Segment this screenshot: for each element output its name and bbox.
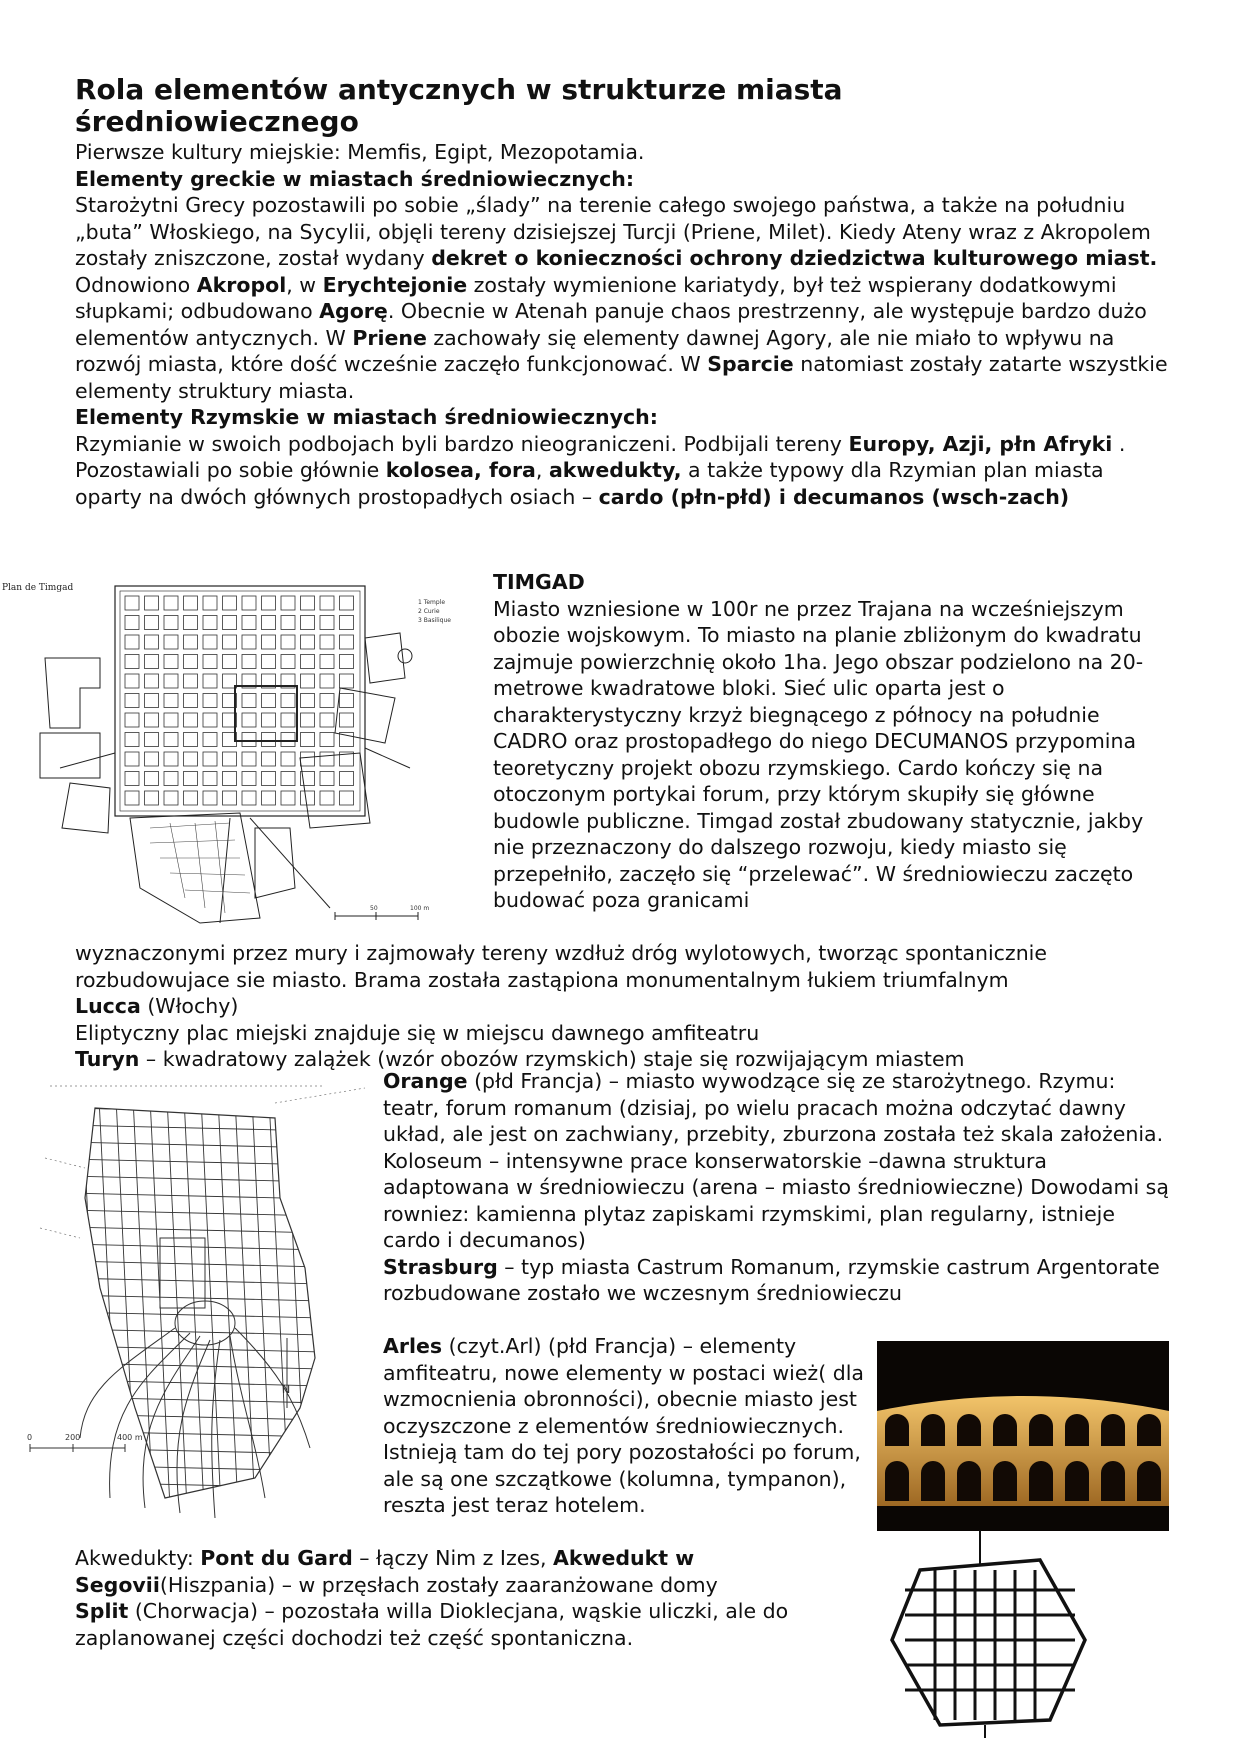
strasburg-plan-sketch (890, 1530, 1090, 1738)
timgad-paragraph: Miasto wzniesione w 100r ne przez Trajana na wcześniejszym obozie wojskowym. To miasto na planie zbliżonym do kwadratu zajmuje powierzchnię około 1ha. Jego obszar podzielono na 20-metrowe kwadratowe bloki. Sieć ulic oparta jest o charakterystyczny krzyż biegnącego z północy na południe CADRO oraz prostopadłego do niego DECUMANOS przypomina teoretyczny projekt obozu rzymskiego. Cardo kończy się na otoczonym portykai forum, przy którym skupiły się główne budowle publiczne. Timgad został zbudowany statycznie, jakby nie przeznaczony do dalszego rozwoju, kiedy miasto się przepełniło, zaczęło się “przelewać”. W średniowieczu zaczęto budować poza granicami (493, 596, 1144, 912)
strasburg-paragraph: Strasburg – typ miasta Castrum Romanum, rzymskie castrum Argentorate rozbudowane zostało we wczesnym średniowieczu (383, 1254, 1160, 1305)
bottom-text (75, 1545, 845, 1651)
turin-north: N (282, 1383, 291, 1396)
arles-text (383, 1333, 873, 1519)
timgad-map-caption: Plan de Timgad (2, 583, 74, 593)
greek-heading: Elementy greckie w miastach średniowiecznych: (75, 166, 635, 191)
timgad-scale-100: 100 m (410, 905, 430, 912)
timgad-legend-2: 2 Curie (418, 608, 440, 615)
timgad-scale-50: 50 (370, 905, 378, 912)
turin-scale-200: 200 (65, 1433, 81, 1442)
turin-scale-0: 0 (27, 1433, 33, 1442)
turin-plan-map (25, 1078, 375, 1523)
greek-paragraph: Starożytni Grecy pozostawili po sobie „ślady” na terenie całego swojego państwa, a także na południu „buta” Włoskiego, na Sycylii, objęli tereny dzisiejszej Turcji (Priene, Milet). Kiedy Ateny wraz z Akropolem zostały zniszczone, został wydany dekret o konieczności ochrony dziedzictwa kulturowego miast. Odnowiono Akropol, w Erychtejonie zostały wymienione kariatydy, był też wspierany dodatkowymi słupkami; odbudowano Agorę. Obecnie w Atenah panuje chaos prestrzenny, ale występuje bardzo dużo elementów antycznych. W Priene zachowały się elementy dawnej Agory, ale nie miało to wpływu na rozwój miasta, które dość wcześnie zaczęło funkcjonować. W Sparcie natomiast zostały zatarte wszystkie elementy struktury miasta. (75, 193, 1168, 403)
turin-scale-400: 400 m (117, 1433, 143, 1442)
orange-strasburg-text (383, 1068, 1173, 1307)
timgad-legend-1: 1 Temple (418, 599, 446, 606)
arles-paragraph: Arles (czyt.Arl) (płd Francja) – elementy amfiteatru, nowe elementy w postaci wież( dla wzmocnienia obronności), obecnie miasto jest oczyszczone z elementów średniowiecznych. Istnieją tam do tej pory pozostałości po forum, ale są one szczątkowe (kolumna, tympanon), reszta jest teraz hotelem. (383, 1334, 864, 1517)
lucca-paragraph: Eliptyczny plac miejski znajduje się w miejscu dawnego amfiteatru (75, 1020, 760, 1045)
turyn-paragraph: Turyn – kwadratowy zalążek (wzór obozów rzymskich) staje się rozwijającym miastem (75, 1047, 965, 1071)
middle-text (75, 940, 1175, 1073)
lucca-heading: Lucca (Włochy) (75, 994, 239, 1018)
orange-paragraph: Orange (płd Francja) – miasto wywodzące się ze starożytnego. Rzymu: teatr, forum romanum (dzisiaj, po wielu pracach można odczytać dawny układ, ale jest on zachwiany, przebity, zburzona została też skala założenia. Koloseum – intensywne prace konserwatorskie –dawna struktura adaptowana w średniowieczu (arena – miasto średniowieczne) Dowodami są rowniez: kamienna plytaz zapiskami rzymskimi, plan regularny, istnieje cardo i decumanos) (383, 1069, 1169, 1252)
roman-heading: Elementy Rzymskie w miastach średniowiecznych: (75, 405, 658, 429)
split-paragraph: Split (Chorwacja) – pozostała willa Dioklecjana, wąskie uliczki, ale do zaplanowanej części dochodzi też część spontaniczna. (75, 1599, 789, 1650)
intro-line: Pierwsze kultury miejskie: Memfis, Egipt, Mezopotamia. (75, 140, 645, 164)
timgad-text (493, 569, 1168, 914)
timgad-continued: wyznaczonymi przez mury i zajmowały tereny wzdłuż dróg wylotowych, tworząc spontanicznie rozbudowujace sie miasto. Brama została zastąpiona monumentalnym łukiem triumfalnym (75, 941, 1047, 992)
timgad-map (0, 578, 470, 930)
arles-amphitheatre-photo (877, 1341, 1169, 1531)
top-text (75, 139, 1170, 510)
roman-paragraph: Rzymianie w swoich podbojach byli bardzo nieograniczeni. Podbijali tereny Europy, Azji, płn Afryki . Pozostawiali po sobie głównie kolosea, fora, akwedukty, a także typowy dla Rzymian plan miasta oparty na dwóch głównych prostopadłych osiach – cardo (płn-płd) i decumanos (wsch-zach) (75, 431, 1126, 509)
page-title: Rola elementów antycznych w strukturze miasta średniowiecznego (75, 73, 843, 138)
timgad-legend-3: 3 Basilique (418, 617, 451, 624)
aqueducts-paragraph: Akwedukty: Pont du Gard – łączy Nim z Izes, Akwedukt w Segovii(Hiszpania) – w przęsłach zostały zaaranżowane domy (75, 1546, 718, 1597)
timgad-heading: TIMGAD (493, 570, 585, 594)
